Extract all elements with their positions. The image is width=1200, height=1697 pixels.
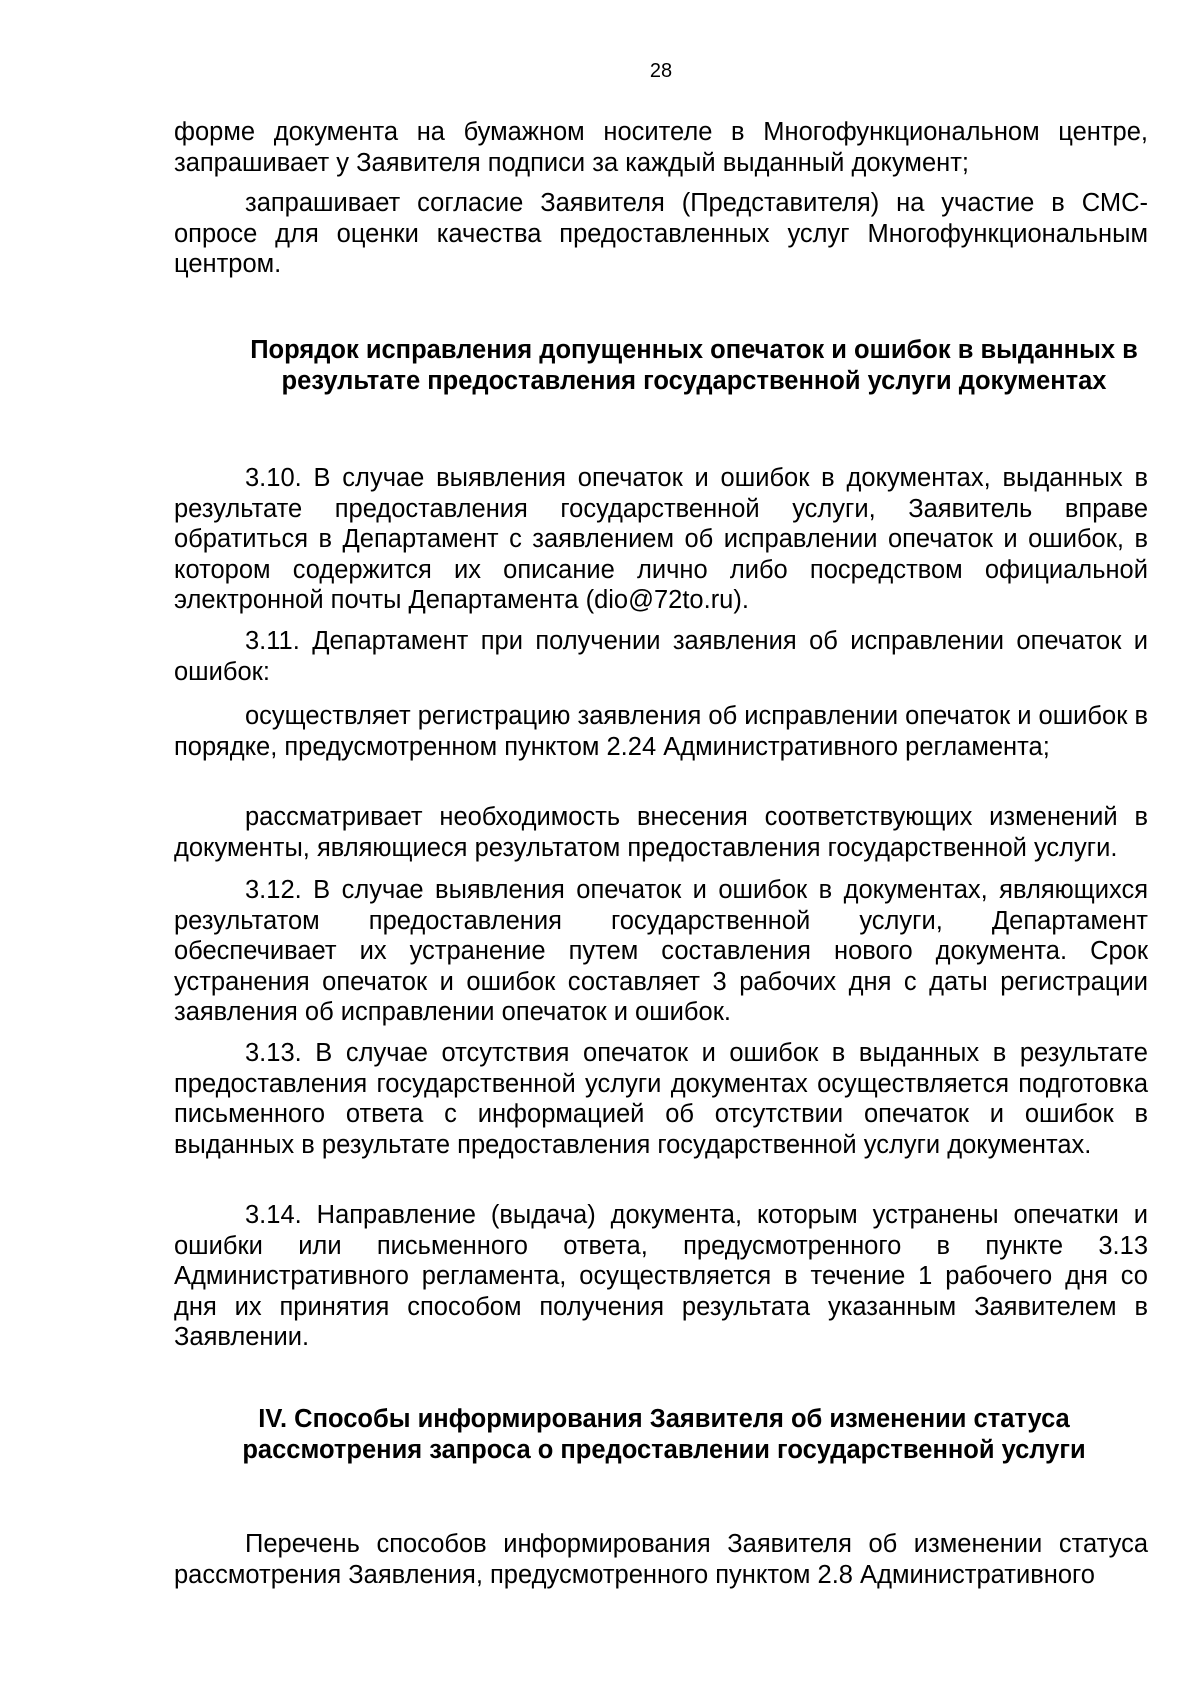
paragraph-3-12: 3.12. В случае выявления опечаток и ошибок в документах, являющихся результатом предоставления государственной услуги, Департамент обеспечивает их устранение путем составления нового документа. Срок устранения опечаток и ошибок составляет 3 рабочих дня с даты регистрации заявления об исправлении опечаток и ошибок. (174, 876, 1148, 1026)
paragraph-registration: осуществляет регистрацию заявления об исправлении опечаток и ошибок в порядке, предусмотренном пунктом 2.24 Административного регламента; (174, 702, 1148, 761)
paragraph-3-11: 3.11. Департамент при получении заявления об исправлении опечаток и ошибок: (174, 627, 1148, 686)
paragraph-notification-methods: Перечень способов информирования Заявителя об изменении статуса рассмотрения Заявления, предусмотренного пунктом 2.8 Административного (174, 1530, 1148, 1589)
paragraph-3-14: 3.14. Направление (выдача) документа, которым устранены опечатки и ошибки или письменного ответа, предусмотренного в пункте 3.13 Административного регламента, осуществляется в течение 1 рабочего дня со дня их принятия способом получения результата указанным Заявителем в Заявлении. (174, 1201, 1148, 1351)
paragraph-review-changes: рассматривает необходимость внесения соответствующих изменений в документы, являющиеся результатом предоставления государственной услуги. (174, 803, 1148, 862)
section-heading-error-correction: Порядок исправления допущенных опечаток и ошибок в выданных в результате предоставления государственной услуги документах (250, 336, 1138, 395)
section-heading-iv: IV. Способы информирования Заявителя об изменении статуса рассмотрения запроса о предоставлении государственной услуги (242, 1405, 1086, 1464)
paragraph-3-10: 3.10. В случае выявления опечаток и ошибок в документах, выданных в результате предоставления государственной услуги, Заявитель вправе обратиться в Департамент с заявлением об исправлении опечаток и ошибок, в котором содержится их описание лично либо посредством официальной электронной почты Департамента (dio@72to.ru). (174, 464, 1148, 614)
page-number: 28 (649, 60, 673, 82)
paragraph-sms-survey-consent: запрашивает согласие Заявителя (Представителя) на участие в СМС-опросе для оценки качества предоставленных услуг Многофункциональным центром. (174, 189, 1148, 278)
paragraph-mfc-document-form: форме документа на бумажном носителе в Многофункциональном центре, запрашивает у Заявителя подписи за каждый выданный документ; (174, 118, 1148, 177)
paragraph-3-13: 3.13. В случае отсутствия опечаток и ошибок в выданных в результате предоставления государственной услуги документах осуществляется подготовка письменного ответа с информацией об отсутствии опечаток и ошибок в выданных в результате предоставления государственной услуги документах. (174, 1039, 1148, 1159)
